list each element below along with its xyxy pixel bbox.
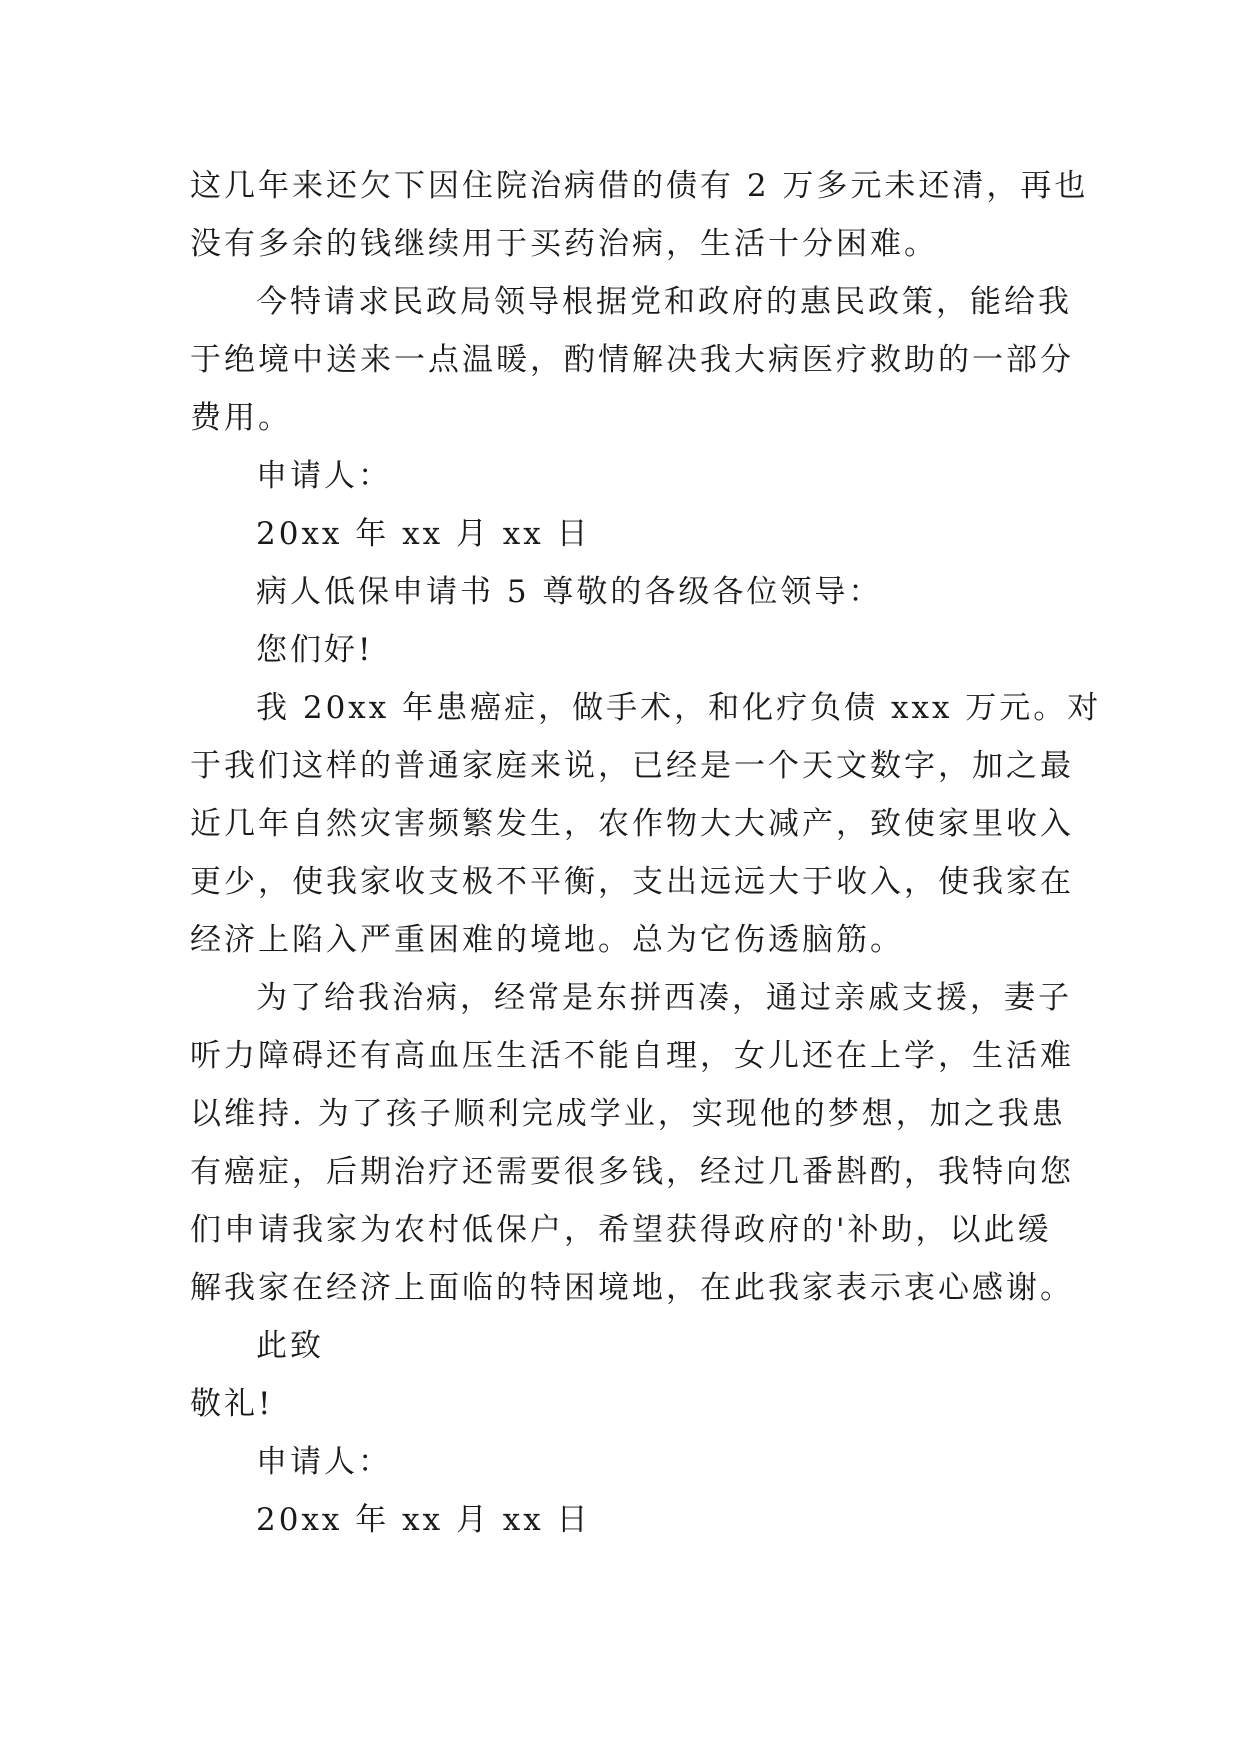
greeting-line: 您们好! [256,632,374,668]
text-line: 于我们这样的普通家庭来说，已经是一个天文数字，加之最 [190,748,1074,784]
text-line: 费用。 [190,400,292,436]
text-line: 近几年自然灾害频繁发生，农作物大大减产，致使家里收入 [190,806,1074,842]
text-line: 这几年来还欠下因住院治病借的债有 2 万多元未还清，再也 [190,168,1089,204]
paragraph-start-line: 今特请求民政局领导根据党和政府的惠民政策，能给我 [256,284,1072,320]
text-line: 经济上陷入严重困难的境地。总为它伤透脑筋。 [190,922,904,958]
text-line: 没有多余的钱继续用于买药治病，生活十分困难。 [190,226,938,262]
paragraph-start-line: 为了给我治病，经常是东拼西凑，通过亲戚支援，妻子 [256,980,1072,1016]
applicant-label: 申请人： [256,458,392,494]
heading-salutation-line: 病人低保申请书 5 尊敬的各级各位领导： [256,574,883,610]
paragraph-start-line: 我 20xx 年患癌症，做手术，和化疗负债 xxx 万元。对 [256,690,1102,726]
text-line: 更少，使我家收支极不平衡，支出远远大于收入，使我家在 [190,864,1074,900]
closing-salute-line: 敬礼! [190,1386,274,1422]
closing-line: 此致 [256,1328,324,1364]
text-line: 听力障碍还有高血压生活不能自理，女儿还在上学，生活难 [190,1038,1074,1074]
text-line: 有癌症，后期治疗还需要很多钱，经过几番斟酌，我特向您 [190,1154,1074,1190]
applicant-label: 申请人： [256,1444,392,1480]
text-line: 解我家在经济上面临的特困境地，在此我家表示衷心感谢。 [190,1270,1074,1306]
text-line: 们申请我家为农村低保户，希望获得政府的'补助，以此缓 [190,1212,1052,1248]
date-line: 20xx 年 xx 月 xx 日 [256,1502,591,1538]
date-line: 20xx 年 xx 月 xx 日 [256,516,591,552]
text-line: 于绝境中送来一点温暖，酌情解决我大病医疗救助的一部分 [190,342,1074,378]
text-line: 以维持. 为了孩子顺利完成学业，实现他的梦想，加之我患 [190,1096,1066,1132]
